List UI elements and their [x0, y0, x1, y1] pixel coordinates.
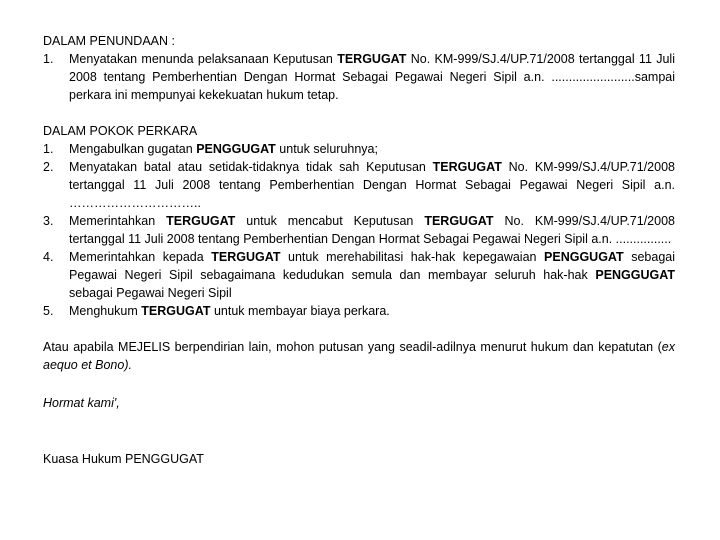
closing-paragraph: Atau apabila MEJELIS berpendirian lain, mohon putusan yang seadil-adilnya menurut hukum dan kepatutan (ex aequo et Bono).: [43, 340, 675, 372]
provisional-list: [43, 50, 675, 104]
item-number: 1.: [43, 142, 54, 156]
party-defendant: TERGUGAT: [424, 214, 494, 228]
party-plaintiff: PENGGUGAT: [595, 268, 675, 282]
item-text: Menyatakan menunda pelaksanaan Keputusan TERGUGAT No. KM-999/SJ.4/UP.71/2008 tertanggal 11 Juli 2008 tentang Pemberhentian Dengan Hormat Sebagai Pegawai Negeri Sipil a.n. ........................sampai perkara ini mempunyai kekekuatan hukum tetap.: [69, 52, 675, 102]
list-item: [43, 158, 675, 212]
item-text: Memerintahkan TERGUGAT untuk mencabut Keputusan TERGUGAT No. KM-999/SJ.4/UP.71/2008 tertanggal 11 Juli 2008 tentang Pemberhentian Dengan Hormat Sebagai Pegawai Negeri Sipil a.n. ................: [69, 214, 675, 246]
salutation: Hormat kami',: [43, 396, 120, 410]
party-defendant: TERGUGAT: [141, 304, 211, 318]
list-item: [43, 140, 675, 158]
list-item: [43, 302, 675, 320]
item-number: 1.: [43, 52, 54, 66]
document-body: [43, 32, 675, 468]
item-number: 3.: [43, 214, 54, 228]
list-item: [43, 248, 675, 302]
party-defendant: TERGUGAT: [337, 52, 407, 66]
item-number: 5.: [43, 304, 54, 318]
item-text: Menghukum TERGUGAT untuk membayar biaya perkara.: [69, 304, 390, 318]
party-plaintiff: PENGGUGAT: [544, 250, 624, 264]
main-list: [43, 140, 675, 320]
party-plaintiff: PENGGUGAT: [196, 142, 276, 156]
party-defendant: TERGUGAT: [166, 214, 236, 228]
item-text: Mengabulkan gugatan PENGGUGAT untuk seluruhnya;: [69, 142, 378, 156]
party-defendant: TERGUGAT: [432, 160, 502, 174]
signature-line: Kuasa Hukum PENGGUGAT: [43, 452, 204, 466]
section-heading-main: DALAM POKOK PERKARA: [43, 124, 198, 138]
section-heading-provisional: DALAM PENUNDAAN :: [43, 34, 175, 48]
item-text: Memerintahkan kepada TERGUGAT untuk merehabilitasi hak-hak kepegawaian PENGGUGAT sebagai Pegawai Negeri Sipil sebagaimana kedudukan semula dan membayar seluruh hak-hak PENGGUGAT sebagai Pegawai Negeri Sipil: [69, 250, 676, 300]
latin-phrase: ex aequo et Bono).: [43, 340, 675, 372]
party-defendant: TERGUGAT: [211, 250, 281, 264]
item-number: 4.: [43, 250, 54, 264]
item-text: Menyatakan batal atau setidak-tidaknya tidak sah Keputusan TERGUGAT No. KM-999/SJ.4/UP.71/2008 tertanggal 11 Juli 2008 tentang Pemberhentian Dengan Hormat Sebagai Pegawai Negeri Sipil a.n. …………………………..: [69, 160, 675, 210]
item-number: 2.: [43, 160, 54, 174]
list-item: [43, 50, 675, 104]
list-item: [43, 212, 675, 248]
